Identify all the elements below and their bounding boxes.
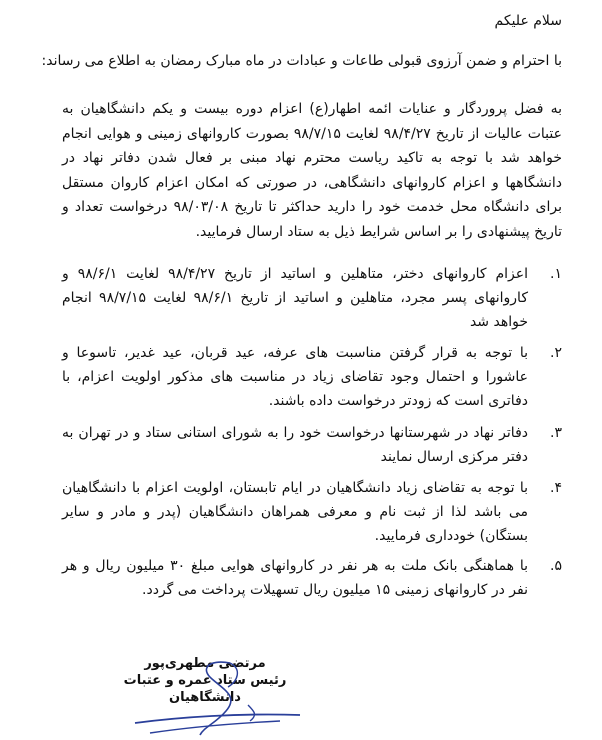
letter-intro: با احترام و ضمن آرزوی قبولی طاعات و عبادات در ماه مبارک رمضان به اطلاع می رساند: [41,53,562,69]
signatory-name: مرتضی مطهری‌پور [144,656,266,671]
list-item [62,262,562,334]
conditions-list [62,262,562,612]
list-item-text: با توجه به قرار گرفتن مناسبت های عرفه، عید قربان، عید غدیر، تاسوعا و عاشورا و احتمال وجود تقاضای زیاد در مناسبت های مذکور اولویت اعزام، با دفاتری است که زودتر درخواست داده باشند. [62,345,528,409]
list-item-text: اعزام کاروانهای دختر، متاهلین و اساتید از تاریخ ۹۸/۴/۲۷ لغایت ۹۸/۶/۱ و کاروانهای پسر مجرد، متاهلین و اساتید از تاریخ ۹۸/۶/۱ لغایت ۹۸/۷/۱۵ انجام خواهد شد [62,266,528,330]
letter-greeting: سلام علیکم [494,13,562,29]
signatory-title: رئیس ستاد عمره و عتبات [123,673,287,688]
signatory-title-continued: دانشگاهیان [169,690,241,705]
list-item-number: ۳. [550,425,562,441]
list-item-number: ۴. [550,480,562,496]
list-item [62,421,562,469]
list-item [62,476,562,548]
list-item-text: دفاتر نهاد در شهرستانها درخواست خود را به شورای استانی ستاد و در تهران به دفتر مرکزی ارسال نمایند [62,425,528,465]
list-item-number: ۵. [550,558,562,574]
letter-body-paragraph: به فضل پروردگار و عنایات ائمه اطهار(ع) اعزام دوره بیست و یکم دانشگاهیان به عتبات عالیات از تاریخ ۹۸/۴/۲۷ لغایت ۹۸/۷/۱۵ بصورت کاروانهای زمینی و هوایی انجام خواهد شد با توجه به تاکید ریاست محترم نهاد مبنی بر فعال شدن دفاتر نهاد در دانشگاهها و اعزام کاروانهای دانشگاهی، در صورتی که امکان اعزام کاروان مستقل برای دانشگاه محل خدمت خود را دارید حداکثر تا تاریخ ۹۸/۰۳/۰۸ درخواست تعداد و تاریخ پیشنهادی را بر اساس شرایط ذیل به ستاد ارسال فرمایید. [62,101,562,240]
list-item [62,341,562,413]
list-item-text: با توجه به تقاضای زیاد دانشگاهیان در ایام تابستان، اولویت اعزام با دانشگاهیان می باشد لذا از ثبت نام و معرفی همراهان دانشگاهیان (پدر و مادر و سایر بستگان) خودداری فرمایید. [62,480,528,544]
list-item-number: ۲. [550,345,562,361]
signature-block [120,655,290,706]
list-item [62,554,562,602]
list-item-number: ۱. [550,266,562,282]
list-item-text: با هماهنگی بانک ملت به هر نفر در کاروانهای هوایی مبلغ ۳۰ میلیون ریال و هر نفر در کاروانهای زمینی ۱۵ میلیون ریال تسهیلات پرداخت می گردد. [62,558,528,598]
